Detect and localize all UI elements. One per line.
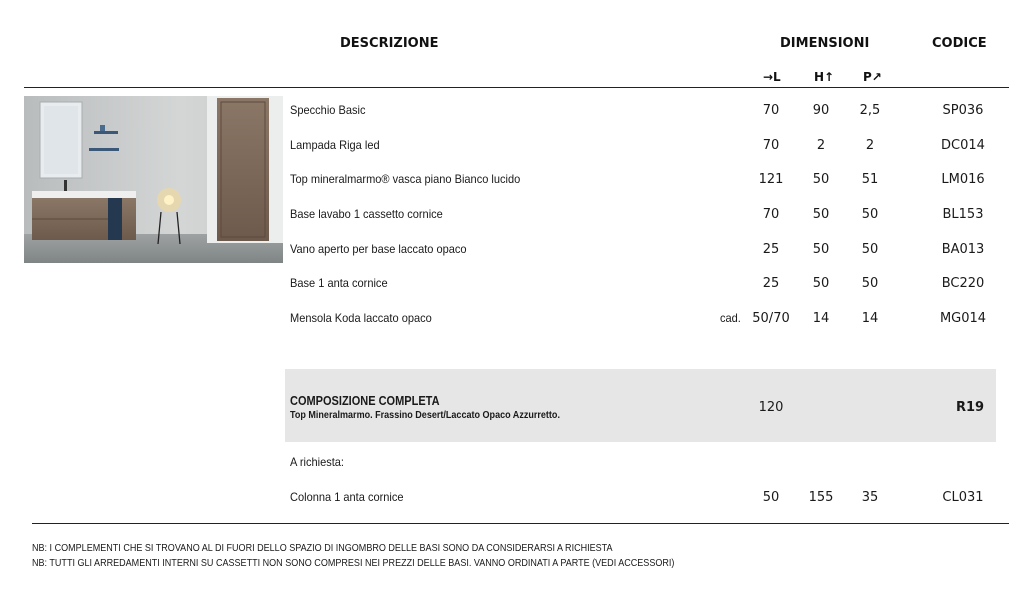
item-code: LM016 [941, 172, 985, 187]
item-code: CL031 [942, 490, 984, 505]
summary-subtitle: Top Mineralmarmo. Frassino Desert/Laccato Opaco Azzurretto. [290, 409, 560, 421]
item-description: Mensola Koda laccato opaco [290, 311, 432, 325]
item-dim-l: 70 [762, 103, 780, 118]
item-dim-l: 121 [758, 172, 784, 187]
header-dim-h: H↑ [814, 70, 835, 84]
footnote-1: NB: I COMPLEMENTI CHE SI TROVANO AL DI FUORI DELLO SPAZIO DI INGOMBRO DELLE BASI SONO DA CONSIDERARSI A RICHIESTA [32, 542, 613, 554]
item-code: DC014 [941, 138, 985, 153]
item-dim-l: 50/70 [752, 311, 790, 326]
item-dim-p: 35 [861, 490, 879, 505]
item-description: Base 1 anta cornice [290, 276, 388, 290]
item-dim-l: 25 [762, 242, 780, 257]
item-dim-h: 14 [812, 311, 830, 326]
item-dim-p: 51 [861, 172, 879, 187]
item-dim-h: 50 [812, 172, 830, 187]
header-dim-p: P↗ [863, 70, 882, 84]
summary-dim-l: 120 [758, 400, 784, 415]
item-dim-p: 14 [861, 311, 879, 326]
item-dim-p: 2 [865, 138, 875, 153]
item-prefix: cad. [720, 311, 741, 325]
item-code: BA013 [941, 242, 985, 257]
header-descrizione: DESCRIZIONE [340, 36, 439, 51]
item-dim-h: 155 [808, 490, 834, 505]
item-dim-l: 70 [762, 138, 780, 153]
item-description: Specchio Basic [290, 103, 366, 117]
product-photo [24, 96, 283, 263]
summary-code: R19 [955, 400, 985, 415]
item-description: Lampada Riga led [290, 138, 380, 152]
item-code: SP036 [942, 103, 984, 118]
header-dimensioni: DIMENSIONI [780, 36, 870, 51]
item-dim-h: 50 [812, 242, 830, 257]
item-dim-l: 70 [762, 207, 780, 222]
item-description: Top mineralmarmo® vasca piano Bianco lucido [290, 172, 521, 186]
footnote-2: NB: TUTTI GLI ARREDAMENTI INTERNI SU CASSETTI NON SONO COMPRESI NEI PREZZI DELLE BASI. VANNO ORDINATI A PARTE (VEDI ACCESSORI) [32, 557, 675, 569]
item-description: Base lavabo 1 cassetto cornice [290, 207, 443, 221]
item-dim-h: 2 [816, 138, 826, 153]
header-dim-l: →L [763, 70, 781, 84]
item-dim-h: 90 [812, 103, 830, 118]
item-dim-p: 50 [861, 276, 879, 291]
item-description: Colonna 1 anta cornice [290, 490, 404, 504]
footer-rule [32, 523, 1009, 524]
item-code: MG014 [939, 311, 987, 326]
on-request-label: A richiesta: [290, 455, 345, 469]
item-dim-l: 50 [762, 490, 780, 505]
item-dim-l: 25 [762, 276, 780, 291]
summary-title: COMPOSIZIONE COMPLETA [290, 394, 440, 408]
item-dim-p: 50 [861, 207, 879, 222]
item-code: BC220 [941, 276, 985, 291]
item-dim-p: 2,5 [859, 103, 881, 118]
item-dim-h: 50 [812, 276, 830, 291]
header-rule [24, 87, 1009, 88]
header-codice: CODICE [932, 36, 987, 51]
item-code: BL153 [942, 207, 984, 222]
item-dim-h: 50 [812, 207, 830, 222]
item-description: Vano aperto per base laccato opaco [290, 242, 467, 256]
item-dim-p: 50 [861, 242, 879, 257]
